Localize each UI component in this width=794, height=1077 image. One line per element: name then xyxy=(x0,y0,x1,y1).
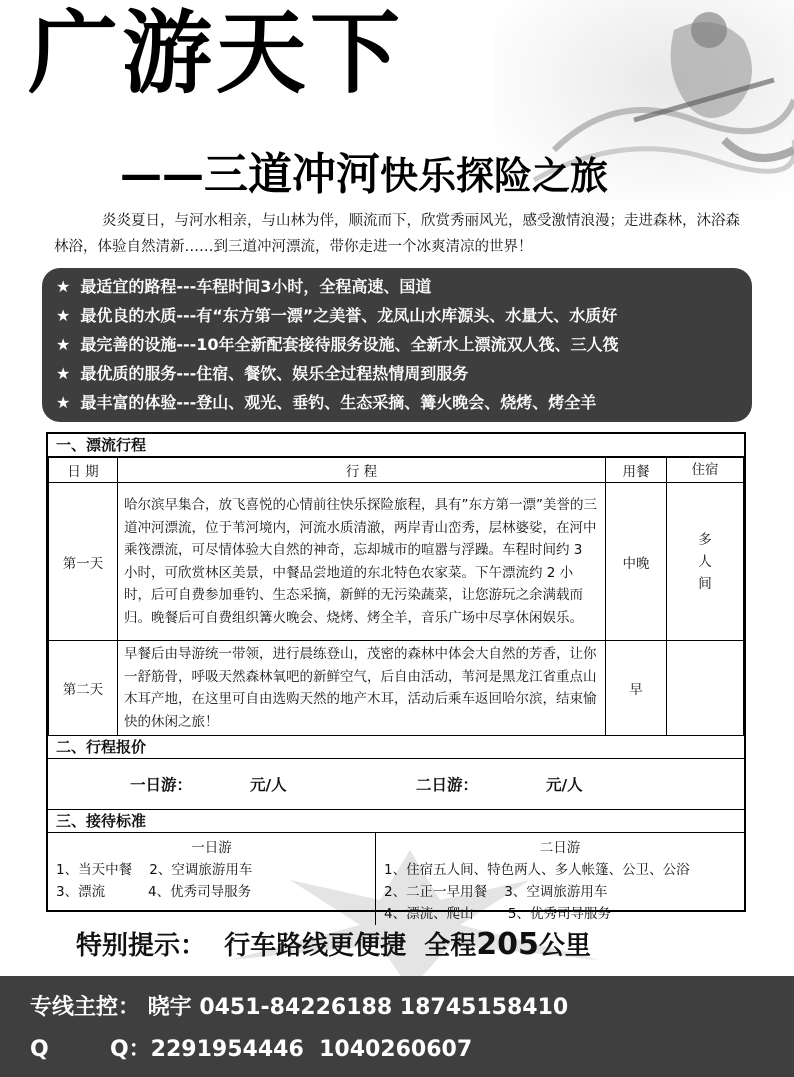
subtitle-place: 三道冲河 xyxy=(204,149,380,200)
price-row xyxy=(48,759,744,810)
standard-line: 4、漂流、爬山 5、优秀司导服务 xyxy=(384,906,612,922)
contact-footer xyxy=(0,976,794,1077)
standard-line: 2、二正一早用餐 3、空调旅游用车 xyxy=(384,884,608,900)
stay-char: 间 xyxy=(698,575,712,592)
notice-prefix: 特别提示： 行车路线更便捷 全程 xyxy=(76,931,477,961)
two-day-label: 二日游： xyxy=(416,776,479,794)
day-description: 哈尔滨早集合，放飞喜悦的心情前往快乐探险旅程，具有”东方第一漂”美誉的三道冲河漂流，位于苇河境内，河流水质清澈，两岸青山峦秀，层林婆娑，在河中乘筏漂流，可尽情体验大自然的神奇，忘却城市的喧嚣与浮躁。车程时间约 3 小时，可欣赏林区美景，中餐品尝地道的东北特色农家菜。下午漂流约 2 小时，后可自费参加垂钓、生态采摘，新鲜的无污染蔬菜，让您游玩之余满载而归。晚餐后可自费组织篝火晚会、烧烤、烤全羊，音乐广场中尽享休闲娱乐。 xyxy=(118,483,606,641)
star-icon: ★ xyxy=(56,393,71,412)
special-notice xyxy=(76,925,591,962)
contact-qq: Q Q：2291954446 1040260607 xyxy=(30,1037,473,1062)
feature-item xyxy=(56,388,752,417)
intro-paragraph: 炎炎夏日，与河水相亲，与山林为伴，顺流而下，欣赏秀丽风光，感受激情浪漫；走进森林，沐浴森林浴，体验自然清新……到三道冲河漂流，带你走进一个冰爽清凉的世界！ xyxy=(54,213,740,255)
col-date: 日 期 xyxy=(49,458,118,483)
feature-text: 最优良的水质---有“东方第一漂”之美誉、龙凤山水库源头、水量大、水质好 xyxy=(80,306,618,325)
feature-item xyxy=(56,359,752,388)
section-itinerary-heading: 一、漂流行程 xyxy=(48,434,744,457)
subtitle-dash: —— xyxy=(120,150,204,199)
feature-list xyxy=(42,268,752,422)
feature-text: 最丰富的体验---登山、观光、垂钓、生态采摘、篝火晚会、烧烤、烤全羊 xyxy=(80,393,597,412)
stay-empty xyxy=(667,641,744,736)
star-icon: ★ xyxy=(56,364,71,383)
standard-line: 1、住宿五人间、特色两人、多人帐篷、公卫、公浴 xyxy=(384,862,690,878)
section-price-heading: 二、行程报价 xyxy=(48,736,744,759)
day-label: 第一天 xyxy=(49,483,118,641)
notice-suffix: 公里 xyxy=(538,931,591,961)
feature-item xyxy=(56,301,752,330)
star-icon: ★ xyxy=(56,306,71,325)
itinerary-table xyxy=(48,457,744,736)
stay-char: 人 xyxy=(698,553,712,570)
section-standard-heading: 三、接待标准 xyxy=(48,810,744,833)
page-subtitle xyxy=(120,138,608,202)
feature-text: 最适宜的路程---车程时间3小时，全程高速、国道 xyxy=(80,277,432,296)
feature-item xyxy=(56,330,752,359)
standard-one-day xyxy=(48,833,376,925)
one-day-label: 一日游： xyxy=(130,776,193,794)
meal-value: 中晚 xyxy=(606,483,667,641)
star-icon: ★ xyxy=(56,277,71,296)
subtitle-rest: 快乐探险之旅 xyxy=(380,154,609,198)
col-route: 行 程 xyxy=(118,458,606,483)
two-day-price: 元/人 xyxy=(546,776,583,794)
standard-line: 1、当天中餐 2、空调旅游用车 xyxy=(56,862,253,878)
standard-two-day-title: 二日游 xyxy=(539,840,581,856)
col-stay: 住宿 xyxy=(667,458,744,483)
notice-distance: 205 xyxy=(476,927,539,962)
meal-value: 早 xyxy=(606,641,667,736)
day-label: 第二天 xyxy=(49,641,118,736)
itinerary-box xyxy=(46,432,746,922)
table-row xyxy=(49,641,744,736)
feature-text: 最优质的服务---住宿、餐饮、娱乐全过程热情周到服务 xyxy=(80,364,469,383)
standard-one-day-title: 一日游 xyxy=(191,840,232,856)
standard-line: 3、漂流 4、优秀司导服务 xyxy=(56,884,252,900)
feature-item xyxy=(56,272,752,301)
star-icon: ★ xyxy=(56,335,71,354)
table-header-row xyxy=(49,458,744,483)
standard-two-day xyxy=(376,833,744,925)
col-meal: 用餐 xyxy=(606,458,667,483)
one-day-price: 元/人 xyxy=(250,776,287,794)
day-description: 早餐后由导游统一带领，进行晨练登山，茂密的森林中体会大自然的芳香，让你一舒筋骨，呼吸天然森林氧吧的新鲜空气，后自由活动，苇河是黑龙江省重点山木耳产地，在这里可自由选购天然的地产木耳，活动后乘车返回哈尔滨，结束愉快的休闲之旅！ xyxy=(118,641,606,736)
contact-phone: 专线主控： 晓宇 0451-84226188 18745158410 xyxy=(30,995,569,1020)
table-row xyxy=(49,483,744,641)
stay-value xyxy=(667,483,744,641)
stay-char: 多 xyxy=(698,531,712,548)
standard-table xyxy=(48,833,744,925)
page-title: 广游天下 xyxy=(28,1,404,106)
feature-text: 最完善的设施---10年全新配套接待服务设施、全新水上漂流双人筏、三人筏 xyxy=(80,335,619,354)
